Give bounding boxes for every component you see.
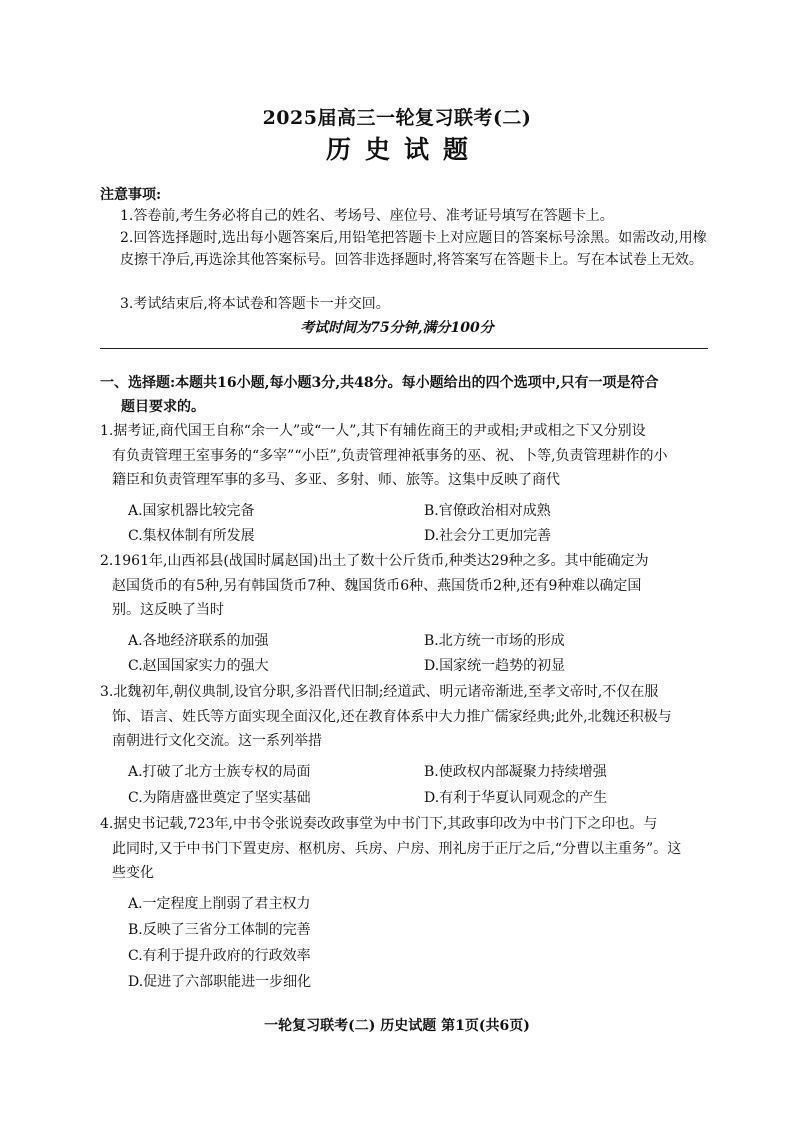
question-2-option-a[interactable]: A.各地经济联系的加强 <box>128 633 269 649</box>
question-2 <box>100 549 712 623</box>
question-2-option-b[interactable]: B.北方统一市场的形成 <box>424 633 565 649</box>
divider-line <box>100 348 708 349</box>
question-3-line-2: 饰、语言、姓氏等方面实现全面汉化,还在教育体系中大力推广儒家经典;此外,北魏还积极与 <box>112 708 672 725</box>
note-item-2: 2.回答选择题时,选出每小题答案后,用铅笔把答题卡上对应题目的答案标号涂黑。如需改动,用橡皮擦干净后,再选涂其他答案标号。回答非选择题时,将答案写在答题卡上。写在本试卷上无效。 <box>120 230 707 268</box>
question-3-line-1: 3.北魏初年,朝仪典制,设官分职,多沿晋代旧制;经道武、明元诸帝渐进,至孝文帝时,不仅在服 <box>100 684 659 700</box>
question-3-option-d[interactable]: D.有利于华夏认同观念的产生 <box>424 790 608 806</box>
question-4-option-b[interactable]: B.反映了三省分工体制的完善 <box>128 922 311 938</box>
question-3-line-3: 南朝进行文化交流。这一系列举措 <box>112 733 322 749</box>
question-1-line-1: 1.据考证,商代国王自称“余一人”或“一人”,其下有辅佐商王的尹或相;尹或相之下又分别设 <box>100 423 646 439</box>
question-4-line-1: 4.据史书记载,723年,中书令张说奏改政事堂为中书门下,其政事印改为中书门下之印也。与 <box>100 816 658 832</box>
question-4-option-a[interactable]: A.一定程度上削弱了君主权力 <box>128 896 311 912</box>
question-1-option-a[interactable]: A.国家机器比较完备 <box>128 503 255 519</box>
question-4-option-c[interactable]: C.有利于提升政府的行政效率 <box>128 948 311 964</box>
exam-title: 2025届高三一轮复习联考(二) <box>262 107 532 129</box>
question-1 <box>100 419 712 493</box>
question-4-line-3: 些变化 <box>112 865 154 881</box>
question-1-line-3: 籍臣和负责管理军事的多马、多亚、多射、师、旅等。这集中反映了商代 <box>112 472 560 488</box>
question-3-option-c[interactable]: C.为隋唐盛世奠定了坚实基础 <box>128 790 311 806</box>
question-4-line-2: 此同时,又于中书门下置吏房、枢机房、兵房、户房、刑礼房于正厅之后,“分曹以主重务”。这 <box>112 840 682 857</box>
section-heading-line2: 题目要求的。 <box>121 399 205 415</box>
page-footer: 一轮复习联考(二) 历史试题 第1页(共6页) <box>264 1018 530 1034</box>
question-3-option-a[interactable]: A.打破了北方士族专权的局面 <box>128 764 311 780</box>
question-2-line-2: 赵国货币的有5种,另有韩国货币7种、魏国货币6种、燕国货币2种,还有9种难以确定国 <box>112 577 642 594</box>
section-heading <box>100 371 712 419</box>
question-1-line-2: 有负责管理王室事务的“多宰”“小臣”,负责管理神祇事务的巫、祝、卜等,负责管理耕作的小 <box>112 447 668 464</box>
exam-time-info: 考试时间为75分钟,满分100分 <box>300 320 494 336</box>
section-heading-line1: 一、选择题:本题共16小题,每小题3分,共48分。每小题给出的四个选项中,只有一项是符合 <box>100 375 659 391</box>
notes-heading: 注意事项: <box>100 187 162 203</box>
question-3-option-b[interactable]: B.使政权内部凝聚力持续增强 <box>424 764 607 780</box>
question-1-option-c[interactable]: C.集权体制有所发展 <box>128 528 255 544</box>
question-3 <box>100 680 712 754</box>
question-1-option-b[interactable]: B.官僚政治相对成熟 <box>424 503 551 519</box>
question-2-line-1: 2.1961年,山西祁县(战国时属赵国)出土了数十公斤货币,种类达29种之多。其中能确定为 <box>100 553 649 569</box>
subject-title: 历史试题 <box>325 135 482 164</box>
note-item-1: 1.答卷前,考生务必将自己的姓名、考场号、座位号、准考证号填写在答题卡上。 <box>120 208 614 224</box>
question-4-option-d[interactable]: D.促进了六部职能进一步细化 <box>128 974 312 990</box>
question-4 <box>100 812 712 886</box>
question-2-option-c[interactable]: C.赵国国家实力的强大 <box>128 658 269 674</box>
question-2-option-d[interactable]: D.国家统一趋势的初显 <box>424 658 566 674</box>
question-2-line-3: 别。这反映了当时 <box>112 602 224 618</box>
question-1-option-d[interactable]: D.社会分工更加完善 <box>424 528 552 544</box>
note-item-3: 3.考试结束后,将本试卷和答题卡一并交回。 <box>120 296 390 312</box>
